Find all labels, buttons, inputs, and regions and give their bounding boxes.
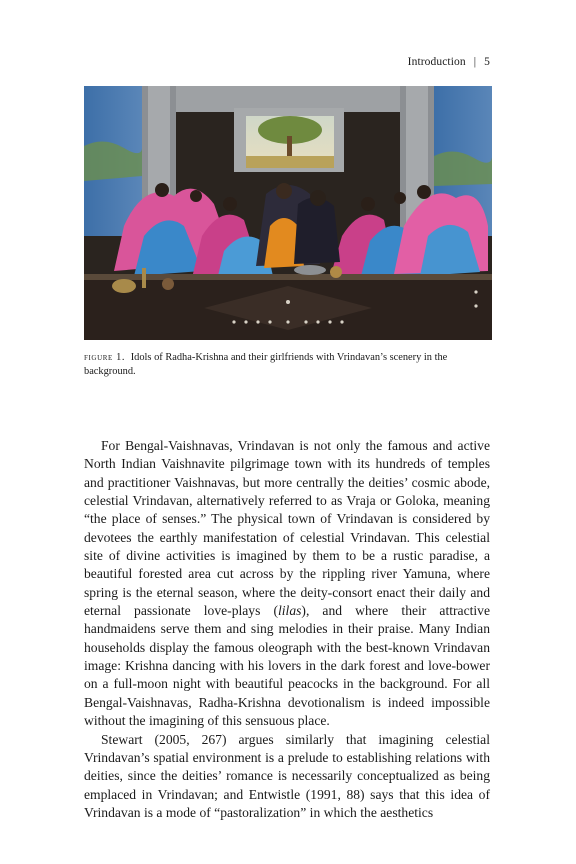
figure-label: figure 1. — [84, 352, 126, 363]
running-header — [84, 56, 490, 68]
figure-caption — [84, 351, 490, 378]
page-number: 5 — [484, 56, 490, 68]
header-separator: | — [473, 56, 477, 68]
header-section-title: Introduction — [407, 56, 466, 68]
idols-photograph — [84, 86, 492, 340]
body-text — [84, 437, 490, 822]
paragraph-1-text-b: ), and where their attractive handmaidens serve them and sing melodies in their praise. Many Indian households display the famous oleograph with the best-known Vrindavan image: Krishna dancing with his lovers in the dark forest and love-bower on a full-moon night with beautiful peacocks in the background. For all Bengal-Vaishnavas, Radha-Krishna devotionalism is indeed impossible without the imagining of this sensuous place. — [84, 603, 490, 729]
paragraph-2: Stewart (2005, 267) argues similarly that imagining celestial Vrindavan’s spatial environment is a prelude to establishing relations with deities, since the deities’ romance is necessarily conceptualized as being emplaced in Vrindavan; and Entwistle (1991, 88) says that this idea of Vrindavan is a mode of “pastoralization” in which the aesthetics — [84, 731, 490, 820]
paragraph-1-text-a: For Bengal-Vaishnavas, Vrindavan is not only the famous and active North Indian Vaishnavite pilgrimage town with its hundreds of temples and practitioner Vaishnavas, but more centrally the deities’ cosmic abode, celestial Vrindavan, alternatively referred to as Vraja or Goloka, meaning “the place of senses.” The physical town of Vrindavan is considered by devotees the earthly manifestation of celestial Vrindavan. This celestial site of divine activities is imagined by them to be a rustic paradise, a beautiful forested area cut across by the rippling river Yamuna, where spring is the eternal season, where the deity-consort enact their daily and eternal passionate love-plays ( — [84, 438, 490, 619]
paragraph-1-italic-term: lilas — [278, 603, 302, 619]
paragraph-1 — [84, 437, 490, 731]
figure-photo — [84, 86, 492, 340]
figure-caption-text: Idols of Radha-Krishna and their girlfriends with Vrindavan’s scenery in the background. — [84, 352, 448, 377]
